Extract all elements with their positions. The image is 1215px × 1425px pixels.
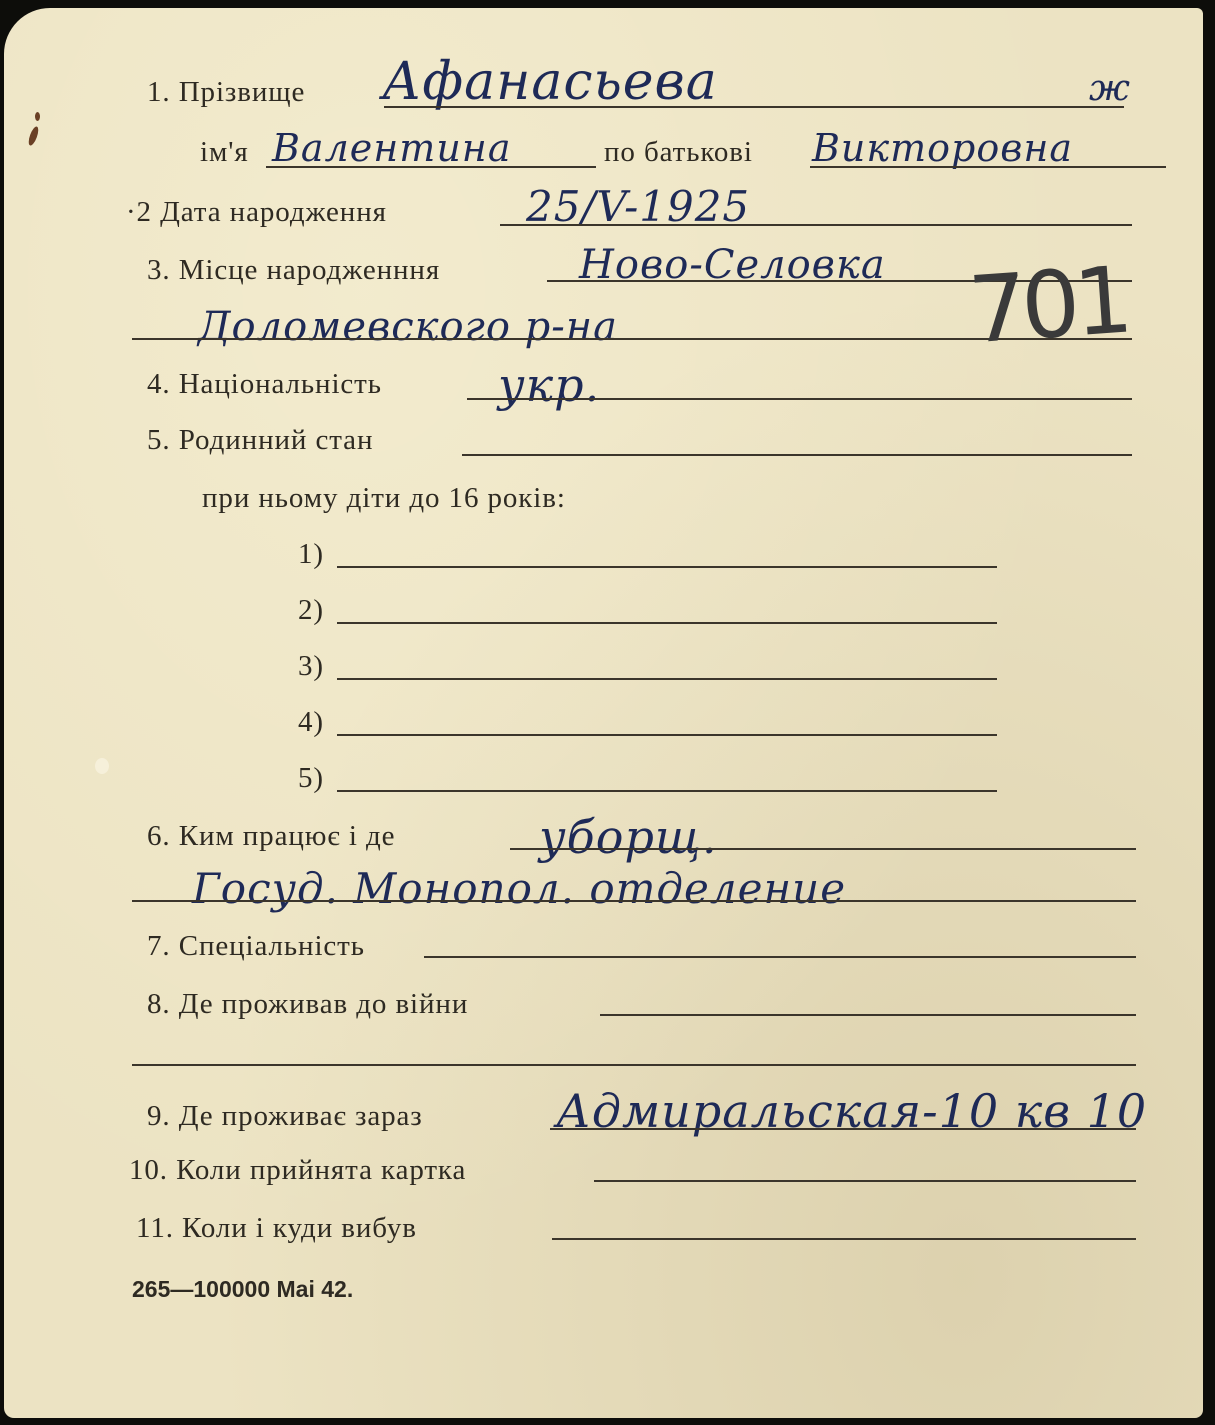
line-prewar-residence-1 — [600, 1014, 1136, 1016]
child-2-label: 2) — [298, 594, 324, 626]
line-surname — [384, 106, 1124, 108]
first-name-handwriting: Валентина — [272, 126, 512, 170]
child-5-label: 5) — [298, 762, 324, 794]
child-1-label: 1) — [298, 538, 324, 570]
label-birth-date: ·2 Дата народження — [126, 196, 387, 228]
occupation-handwriting-1: уборщ. — [539, 810, 718, 864]
birth-place-handwriting-2: Доломевского р-на — [198, 304, 618, 350]
label-current-residence: 9. Де проживає зараз — [147, 1100, 423, 1132]
label-prewar-residence: 8. Де проживав до війни — [147, 988, 469, 1020]
registration-card — [4, 8, 1203, 1418]
line-card-accepted — [594, 1180, 1136, 1182]
child-3-label: 3) — [298, 650, 324, 682]
label-birth-place: 3. Місце народженння — [147, 254, 441, 286]
label-nationality: 4. Національність — [147, 368, 382, 400]
line-child-5 — [337, 790, 997, 792]
label-family-status: 5. Родинний стан — [147, 424, 374, 456]
label-departure: 11. Коли і куди вибув — [136, 1212, 417, 1244]
label-surname: 1. Прізвище — [147, 76, 306, 108]
surname-mark: ж — [1089, 68, 1131, 109]
line-child-3 — [337, 678, 997, 680]
line-patronymic — [810, 166, 1166, 168]
line-child-4 — [337, 734, 997, 736]
birth-date-handwriting: 25/V-1925 — [526, 182, 751, 231]
line-prewar-residence-2 — [132, 1064, 1136, 1066]
line-departure — [552, 1238, 1136, 1240]
nationality-handwriting: укр. — [498, 358, 601, 412]
stamp-code-handwriting: 701 — [965, 246, 1131, 365]
line-family-status — [462, 454, 1132, 456]
occupation-handwriting-2: Госуд. Монопол. отделение — [192, 864, 847, 913]
label-specialty: 7. Спеціальність — [147, 930, 365, 962]
birth-place-handwriting-1: Ново-Селовка — [579, 242, 886, 288]
current-address-handwriting: Адмиральская-10 кв 10 — [556, 1084, 1148, 1138]
line-birth-date — [500, 224, 1132, 226]
line-child-2 — [337, 622, 997, 624]
label-first-name: ім'я — [200, 136, 249, 168]
line-current-residence — [550, 1128, 1136, 1130]
line-occupation-1 — [510, 848, 1136, 850]
child-4-label: 4) — [298, 706, 324, 738]
line-child-1 — [337, 566, 997, 568]
line-first-name — [266, 166, 596, 168]
surname-handwriting: Афанасьева — [382, 52, 718, 112]
punch-hole — [95, 758, 109, 774]
line-occupation-2 — [132, 900, 1136, 902]
ink-stain — [35, 112, 40, 121]
line-specialty — [424, 956, 1136, 958]
label-children: при ньому діти до 16 років: — [202, 482, 566, 514]
line-nationality — [467, 398, 1132, 400]
patronymic-handwriting: Викторовна — [812, 126, 1074, 170]
label-card-accepted: 10. Коли прийнята картка — [129, 1154, 467, 1186]
ink-stain — [27, 125, 40, 146]
print-code: 265—100000 Mai 42. — [132, 1276, 354, 1302]
label-occupation: 6. Ким працює і де — [147, 820, 396, 852]
label-patronymic: по батькові — [604, 136, 753, 168]
